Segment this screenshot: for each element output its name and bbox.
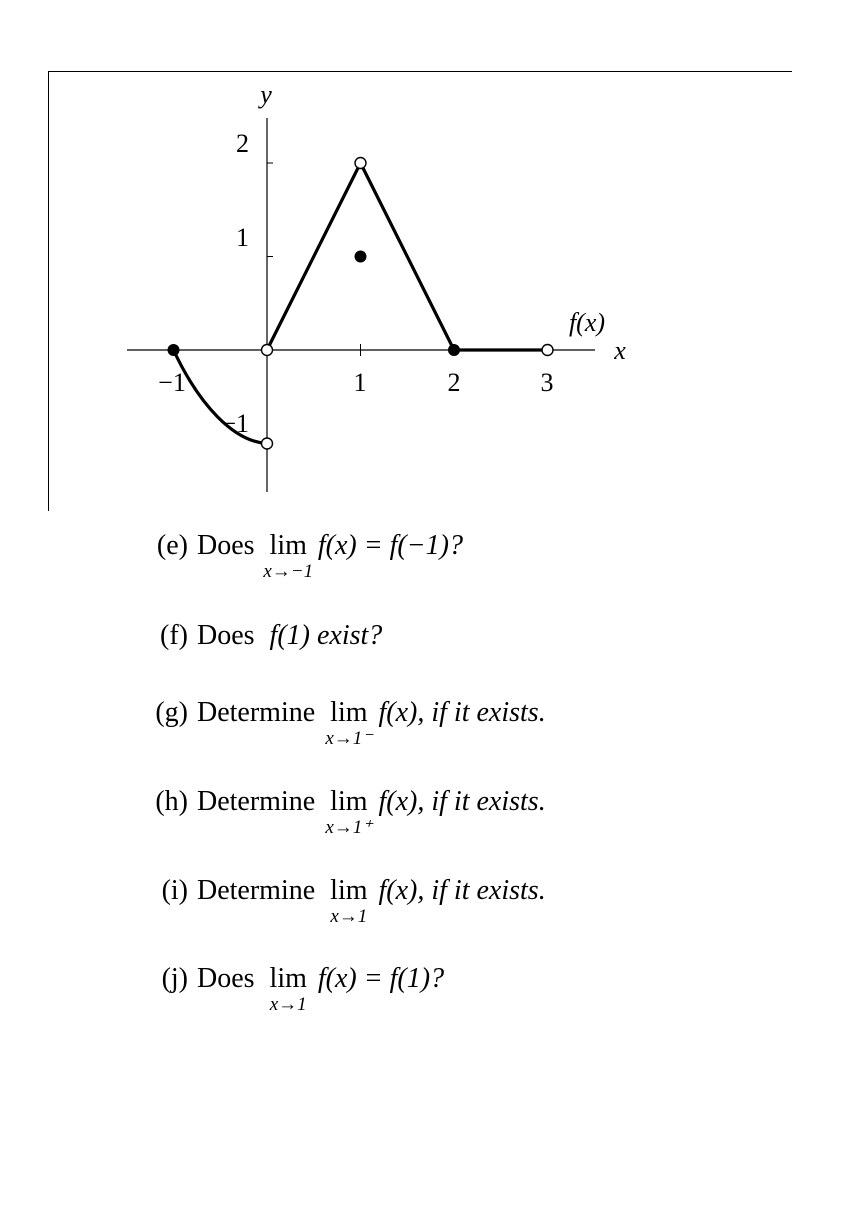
question-i (130, 875, 546, 927)
question-expression: f(x), if it exists. (378, 875, 546, 906)
function-points (168, 158, 554, 450)
limit-expression (263, 530, 314, 582)
limit-expression (325, 697, 373, 749)
x-tick-label-3: 3 (540, 368, 554, 397)
question-j (130, 963, 445, 1015)
question-label: (f) (160, 620, 188, 651)
limit-word: lim (269, 530, 307, 561)
x-tick-label-neg1: −1 (158, 368, 186, 397)
question-e (130, 530, 463, 582)
question-expression: f(x), if it exists. (378, 697, 546, 728)
question-label: (e) (156, 530, 188, 561)
limit-word: lim (269, 963, 307, 994)
y-axis-label: y (260, 80, 272, 109)
limit-subscript: x→1 (330, 906, 368, 927)
function-segment (267, 163, 548, 350)
question-label: (h) (155, 786, 188, 817)
question-verb: Determine (197, 697, 316, 728)
open-point (262, 345, 273, 356)
closed-point (448, 344, 460, 356)
open-point (262, 438, 273, 449)
open-point (355, 158, 366, 169)
question-expression: f(x), if it exists. (378, 786, 546, 817)
x-tick-label-2: 2 (447, 368, 461, 397)
function-label: f(x) (568, 308, 606, 337)
question-f (130, 622, 382, 650)
x-axis-label: x (614, 336, 626, 365)
function-segment (174, 350, 268, 444)
y-tick-label-neg1: −1 (221, 409, 249, 438)
question-g (130, 697, 546, 749)
limit-expression (325, 786, 373, 838)
question-label: (j) (161, 963, 188, 994)
y-tick-label-2: 2 (236, 129, 249, 158)
question-expression: f(1) exist? (269, 620, 383, 651)
question-label: (i) (161, 875, 188, 906)
limit-word: lim (330, 697, 368, 728)
limit-subscript: x→−1 (263, 561, 314, 582)
closed-point (168, 344, 180, 356)
limit-word: lim (330, 875, 368, 906)
limit-subscript: x→1⁺ (325, 817, 373, 838)
limit-subscript: x→1⁻ (325, 728, 373, 749)
question-expression: f(x) = f(−1)? (317, 530, 463, 561)
axis-ticks (174, 163, 548, 444)
function-graph (0, 0, 861, 520)
question-expression: f(x) = f(1)? (317, 963, 445, 994)
question-verb: Determine (197, 875, 316, 906)
function-curve (174, 163, 548, 444)
closed-point (355, 251, 367, 263)
question-verb: Does (197, 963, 255, 994)
limit-expression (269, 963, 307, 1015)
limit-subscript: x→1 (269, 994, 307, 1015)
question-verb: Determine (197, 786, 316, 817)
question-label: (g) (155, 697, 188, 728)
open-point (542, 345, 553, 356)
limit-word: lim (330, 786, 368, 817)
x-tick-label-1: 1 (353, 368, 367, 397)
limit-expression (330, 875, 368, 927)
question-h (130, 786, 546, 838)
question-verb: Does (197, 530, 255, 561)
y-tick-label-1: 1 (236, 223, 249, 252)
question-verb: Does (197, 620, 255, 651)
